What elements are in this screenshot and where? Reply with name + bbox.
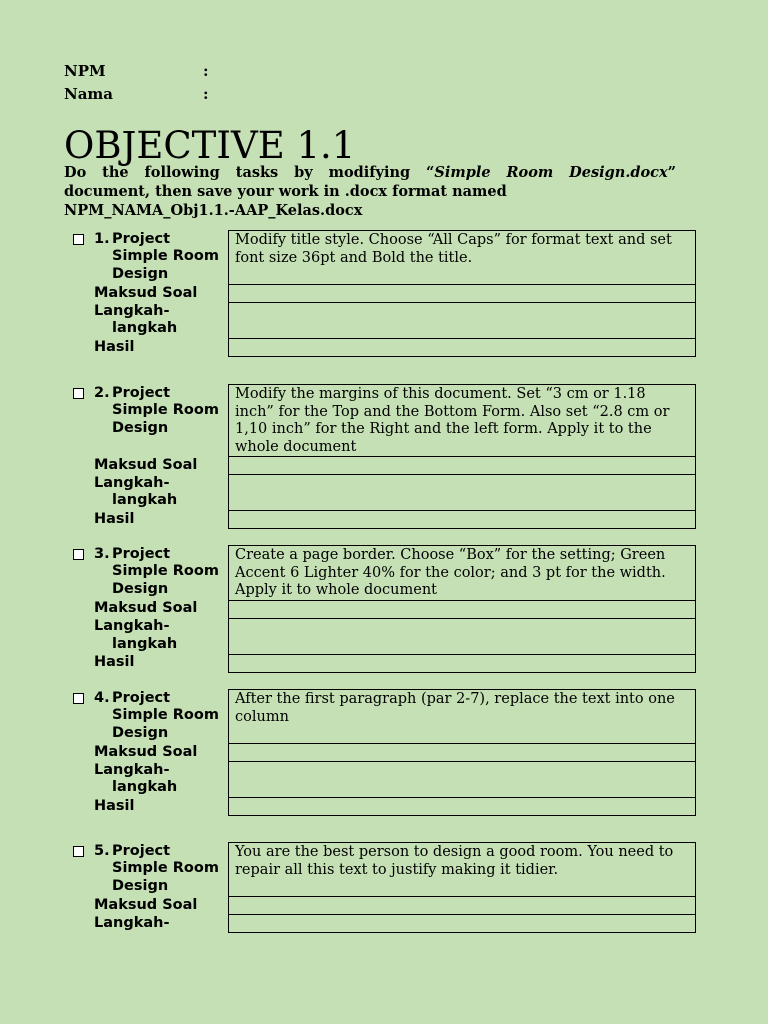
task-table	[64, 842, 696, 933]
project-line-3: Design	[112, 419, 169, 436]
langkah-line-2: langkah	[112, 635, 178, 652]
task-project-label	[64, 843, 228, 896]
hasil-label: Hasil	[94, 510, 135, 527]
maksud-label: Maksud Soal	[94, 456, 198, 473]
task-number: 5.	[94, 842, 110, 859]
task-project-cell	[64, 843, 229, 897]
hasil-label: Hasil	[94, 797, 135, 814]
hasil-label: Hasil	[94, 338, 135, 355]
project-line-1: Project	[112, 230, 171, 247]
project-line-3: Design	[112, 265, 169, 282]
hasil-row	[64, 798, 696, 816]
langkah-label	[64, 618, 228, 653]
maksud-label: Maksud Soal	[94, 600, 198, 616]
hasil-row	[64, 511, 696, 529]
task-project-row	[64, 385, 696, 457]
maksud-field[interactable]	[229, 285, 696, 303]
task-project-label	[64, 546, 228, 599]
project-line-2: Simple Room	[112, 248, 219, 264]
project-line-1: Project	[112, 842, 171, 859]
task-3	[64, 545, 696, 673]
checkbox-icon[interactable]	[73, 234, 84, 245]
task-project-label	[64, 690, 228, 743]
maksud-label: Maksud Soal	[94, 743, 198, 760]
maksud-field[interactable]	[229, 744, 696, 762]
task-number: 1.	[94, 230, 110, 247]
intro-text-1: Do the following tasks by modifying “	[64, 164, 435, 181]
maksud-row	[64, 600, 696, 618]
langkah-row	[64, 618, 696, 654]
checkbox-icon[interactable]	[73, 693, 84, 704]
langkah-field[interactable]	[229, 618, 696, 654]
task-project-row	[64, 231, 696, 285]
project-line-2: Simple Room	[112, 402, 219, 418]
langkah-field[interactable]	[229, 915, 696, 933]
task-description: You are the best person to design a good room. You need to repair all this text to justify making it tidier.	[229, 843, 696, 897]
task-table	[64, 384, 696, 529]
intro-paragraph	[64, 163, 676, 220]
project-line-1: Project	[112, 689, 171, 706]
task-description: Modify title style. Choose “All Caps” for format text and set font size 36pt and Bold the title.	[229, 231, 696, 285]
task-table	[64, 545, 696, 673]
task-number: 3.	[94, 545, 110, 562]
langkah-label	[64, 475, 228, 510]
task-project-cell	[64, 690, 229, 744]
task-number: 4.	[94, 689, 110, 706]
langkah-line-2: langkah	[112, 492, 178, 508]
maksud-field[interactable]	[229, 600, 696, 618]
task-project-label	[64, 385, 228, 438]
npm-label: NPM	[64, 62, 106, 80]
maksud-label: Maksud Soal	[94, 284, 198, 301]
langkah-row	[64, 303, 696, 339]
langkah-line-1: Langkah-	[94, 474, 170, 491]
hasil-row	[64, 654, 696, 672]
task-description: Modify the margins of this document. Set “3 cm or 1.18 inch” for the Top and the Bottom Form. Also set “2.8 cm or 1,10 inch” for the Right and the left form. Apply it to the whole document	[229, 385, 696, 457]
task-project-cell	[64, 231, 229, 285]
langkah-line-1: Langkah-	[94, 914, 170, 931]
hasil-label: Hasil	[94, 654, 135, 670]
intro-filename: Simple Room Design.docx	[434, 164, 668, 181]
hasil-field[interactable]	[229, 511, 696, 529]
npm-colon: :	[203, 62, 209, 80]
checkbox-icon[interactable]	[73, 549, 84, 560]
task-table	[64, 689, 696, 816]
project-line-1: Project	[112, 545, 171, 562]
project-line-3: Design	[112, 724, 169, 741]
task-project-label	[64, 231, 228, 284]
task-project-row	[64, 690, 696, 744]
langkah-field[interactable]	[229, 475, 696, 511]
maksud-field[interactable]	[229, 897, 696, 915]
langkah-label	[64, 915, 228, 933]
task-project-row	[64, 546, 696, 601]
task-project-cell	[64, 385, 229, 457]
hasil-row	[64, 339, 696, 357]
maksud-label: Maksud Soal	[94, 896, 198, 913]
langkah-row	[64, 915, 696, 933]
project-line-3: Design	[112, 877, 169, 894]
langkah-row	[64, 762, 696, 798]
langkah-row	[64, 475, 696, 511]
task-project-cell	[64, 546, 229, 601]
langkah-field[interactable]	[229, 303, 696, 339]
nama-label: Nama	[64, 85, 114, 103]
langkah-line-1: Langkah-	[94, 761, 170, 778]
maksud-row	[64, 457, 696, 475]
intro-output-filename: NPM_NAMA_Obj1.1.-AAP_Kelas.docx	[64, 202, 363, 219]
task-2	[64, 384, 696, 529]
task-5	[64, 842, 696, 933]
langkah-line-1: Langkah-	[94, 302, 170, 319]
maksud-row	[64, 897, 696, 915]
project-line-2: Simple Room	[112, 860, 219, 876]
task-project-row	[64, 843, 696, 897]
langkah-line-2: langkah	[112, 320, 178, 336]
project-line-2: Simple Room	[112, 707, 219, 723]
task-4	[64, 689, 696, 816]
hasil-field[interactable]	[229, 798, 696, 816]
intro-text-2: ” document, then save your work in .docx format named	[64, 164, 676, 200]
task-number: 2.	[94, 384, 110, 401]
page-title: OBJECTIVE 1.1	[64, 124, 356, 167]
langkah-line-1: Langkah-	[94, 618, 170, 634]
maksud-row	[64, 285, 696, 303]
langkah-label	[64, 303, 228, 338]
checkbox-icon[interactable]	[73, 388, 84, 399]
hasil-field[interactable]	[229, 339, 696, 357]
langkah-line-2: langkah	[112, 779, 178, 795]
intro-lines	[64, 163, 676, 201]
nama-colon: :	[203, 85, 209, 103]
task-description: Create a page border. Choose “Box” for the setting; Green Accent 6 Lighter 40% for the color; and 3 pt for the width. Apply it to whole document	[229, 546, 696, 601]
project-line-3: Design	[112, 580, 169, 597]
maksud-field[interactable]	[229, 457, 696, 475]
langkah-label	[64, 762, 228, 797]
task-description: After the first paragraph (par 2-7), replace the text into one column	[229, 690, 696, 744]
maksud-row	[64, 744, 696, 762]
project-line-2: Simple Room	[112, 563, 219, 579]
project-line-1: Project	[112, 384, 171, 401]
langkah-field[interactable]	[229, 762, 696, 798]
hasil-field[interactable]	[229, 654, 696, 672]
task-table	[64, 230, 696, 357]
checkbox-icon[interactable]	[73, 846, 84, 857]
task-1	[64, 230, 696, 357]
